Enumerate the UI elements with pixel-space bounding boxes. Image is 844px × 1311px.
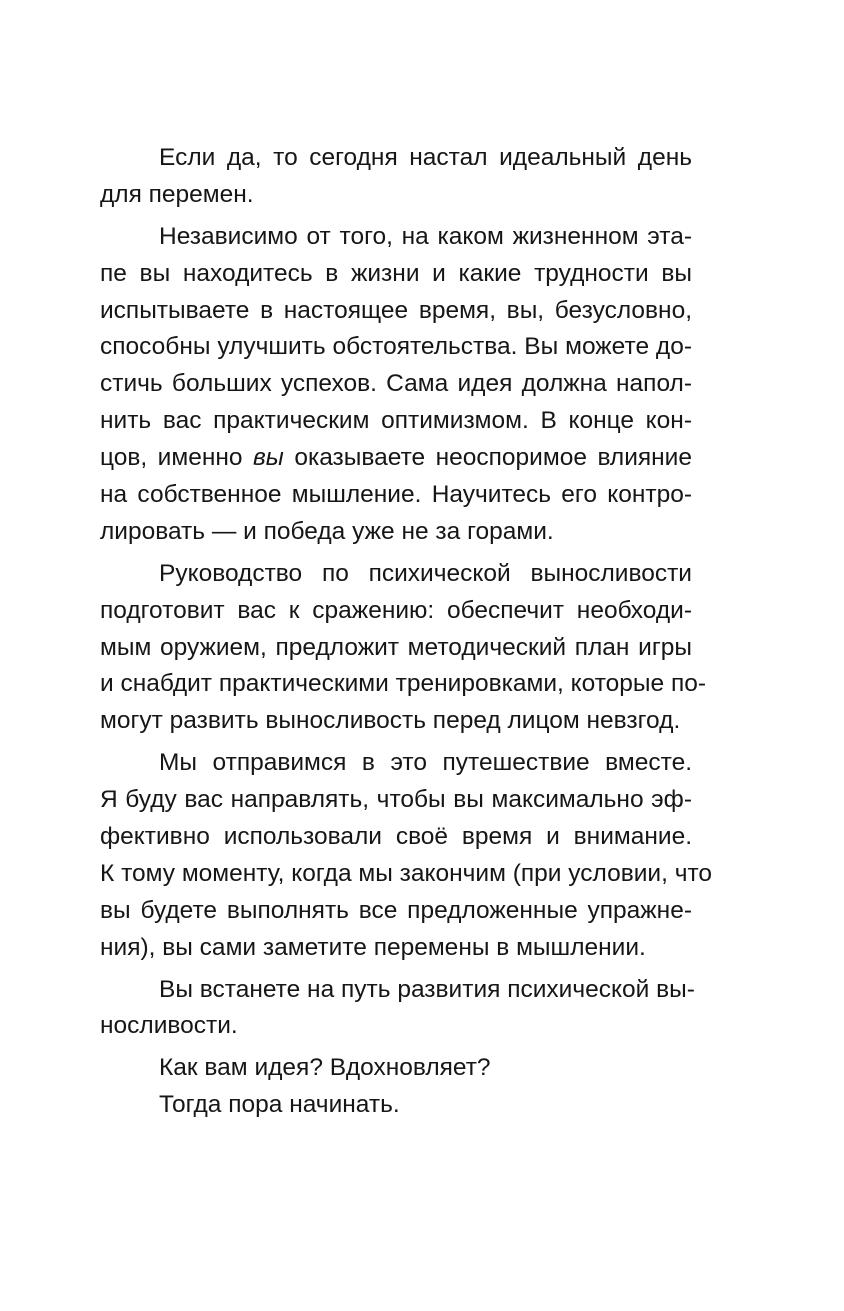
- text-line: Вы встанете на путь развития психической вы-: [159, 975, 695, 1003]
- text-fragment: цов, именно: [100, 444, 254, 472]
- text-line: [100, 440, 692, 477]
- text-line: Если да, то сегодня настал идеальный день: [159, 144, 692, 171]
- text-fragment: оказываете неоспоримое влияние: [283, 444, 692, 472]
- text-line: Тогда пора начинать.: [159, 1091, 400, 1119]
- text-line: могут развить выносливость перед лицом невзгод.: [100, 707, 681, 735]
- text-line: пе вы находитесь в жизни и какие трудности вы: [100, 259, 692, 287]
- text-line: лировать — и победа уже не за горами.: [100, 517, 554, 545]
- text-line: для перемен.: [100, 180, 254, 208]
- text-line: вы будете выполнять все предложенные упражне-: [100, 896, 692, 924]
- text-line: Независимо от того, на каком жизненном эта-: [159, 222, 692, 250]
- text-line: нить вас практическим оптимизмом. В конце кон-: [100, 407, 692, 435]
- text-line: К тому моменту, когда мы закончим (при условии, что: [100, 859, 713, 887]
- emphasis-word: вы: [253, 444, 284, 472]
- text-line: Я буду вас направлять, чтобы вы максимально эф-: [100, 786, 692, 814]
- text-line: Как вам идея? Вдохновляет?: [159, 1054, 491, 1082]
- text-line: испытываете в настоящее время, вы, безусловно,: [100, 296, 692, 324]
- text-line: способны улучшить обстоятельства. Вы можете до-: [100, 333, 692, 361]
- text-line: стичь больших успехов. Сама идея должна напол-: [100, 370, 692, 398]
- body-text: [100, 140, 713, 1124]
- text-line: подготовит вас к сражению: обеспечит необходи-: [100, 596, 692, 624]
- text-line: носливости.: [100, 1012, 238, 1040]
- text-line: на собственное мышление. Научитесь его контро-: [100, 481, 692, 509]
- text-line: фективно использовали своё время и внимание.: [100, 823, 692, 851]
- text-line: Руководство по психической выносливости: [159, 559, 692, 587]
- text-line: ния), вы сами заметите перемены в мышлении.: [100, 933, 646, 961]
- text-line: и снабдит практическими тренировками, которые по-: [100, 670, 706, 698]
- text-line: Мы отправимся в это путешествие вместе.: [159, 749, 692, 777]
- text-line: мым оружием, предложит методический план игры: [100, 633, 692, 661]
